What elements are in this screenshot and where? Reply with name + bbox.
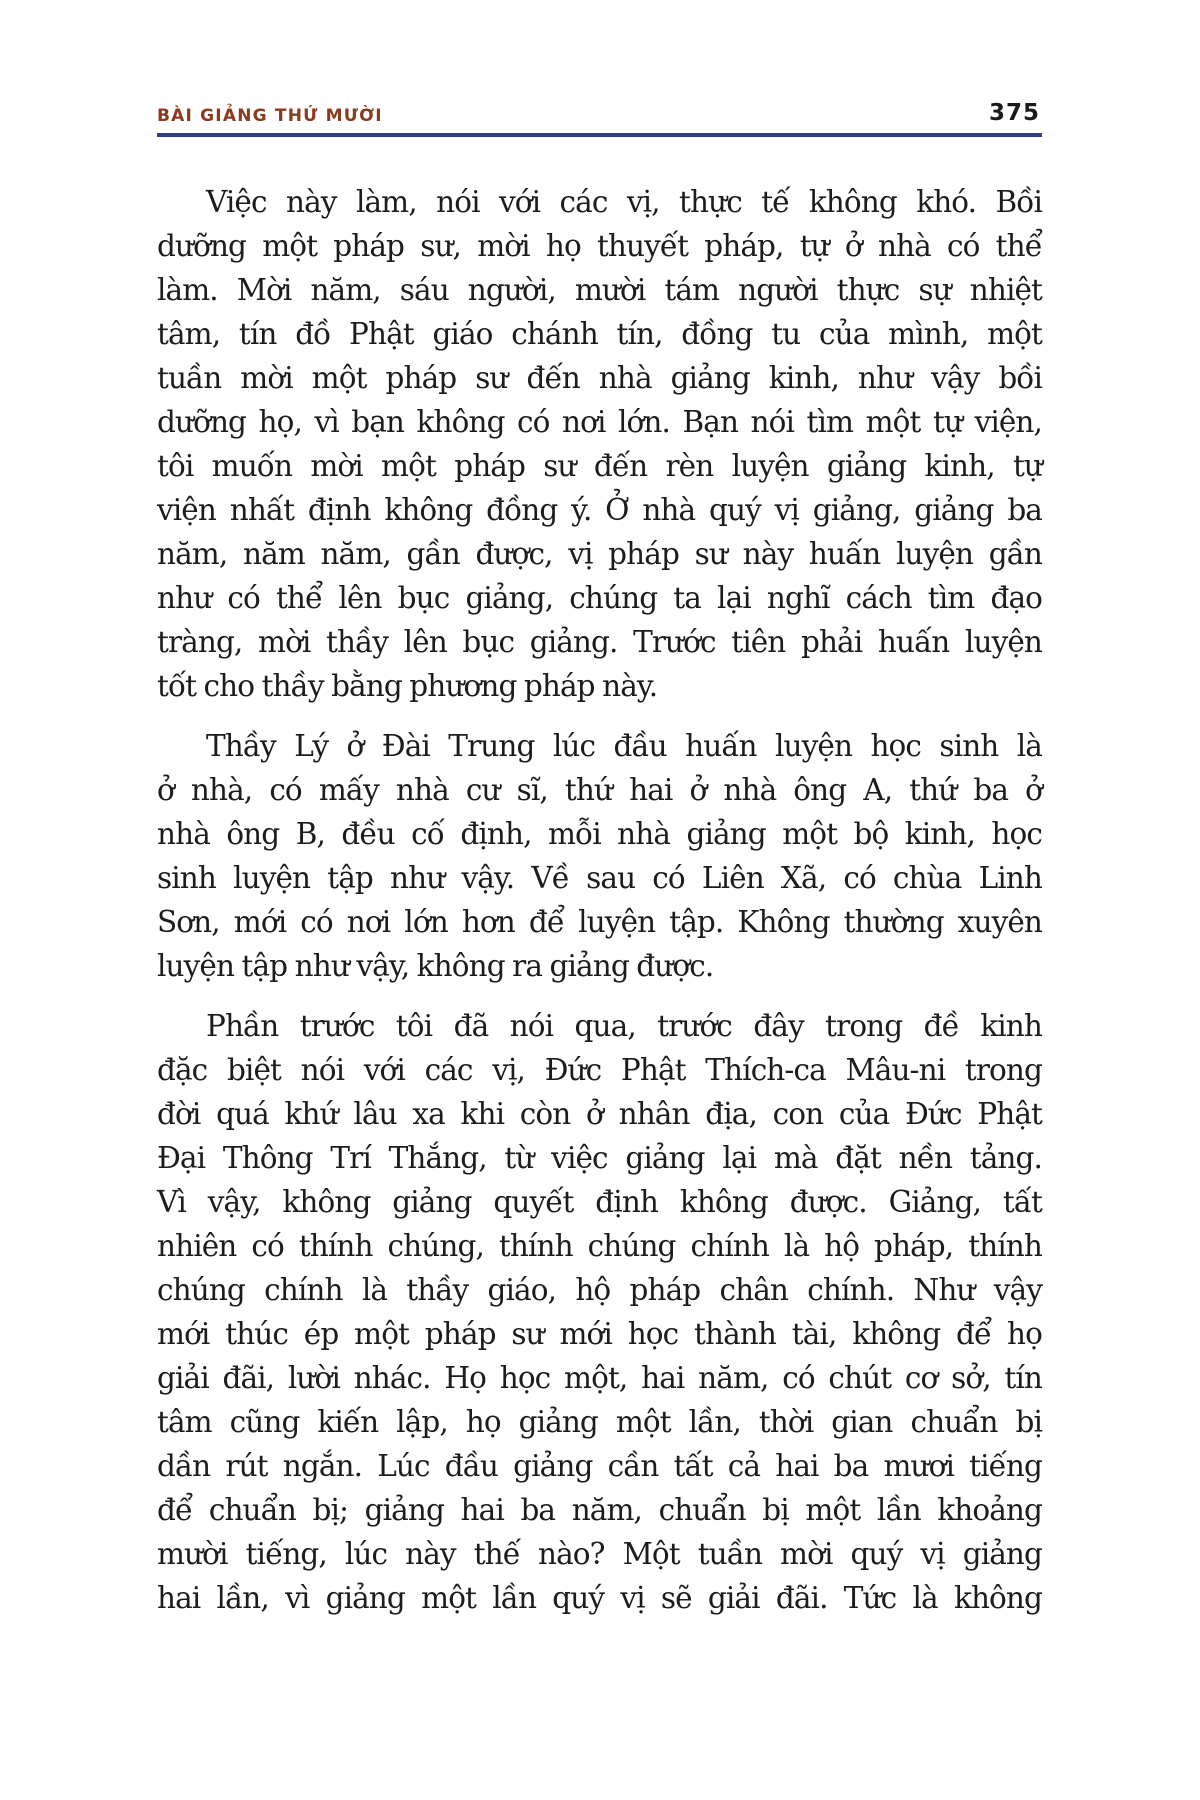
running-header: [157, 100, 1042, 140]
paragraph: [157, 724, 1042, 988]
text-line: tâm, tín đồ Phật giáo chánh tín, đồng tu của mình, một: [157, 317, 1042, 351]
text-line: hai lần, vì giảng một lần quý vị sẽ giải đãi. Tức là không: [157, 1581, 1042, 1615]
text-line: Việc này làm, nói với các vị, thực tế không khó. Bồi: [206, 185, 1042, 219]
text-line: dần rút ngắn. Lúc đầu giảng cần tất cả hai ba mươi tiếng: [157, 1449, 1042, 1483]
chapter-title: BÀI GIẢNG THỨ MƯỜI: [157, 106, 383, 126]
text-line: Thầy Lý ở Đài Trung lúc đầu huấn luyện học sinh là: [206, 729, 1042, 763]
text-line: Đại Thông Trí Thắng, từ việc giảng lại mà đặt nền tảng.: [157, 1141, 1042, 1175]
text-line: nhà ông B, đều cố định, mỗi nhà giảng một bộ kinh, học: [157, 817, 1042, 851]
text-line: tâm cũng kiến lập, họ giảng một lần, thời gian chuẩn bị: [157, 1405, 1042, 1439]
text-line: ở nhà, có mấy nhà cư sĩ, thứ hai ở nhà ông A, thứ ba ở: [157, 773, 1042, 807]
header-rule: [157, 133, 1042, 137]
text-line: Vì vậy, không giảng quyết định không được. Giảng, tất: [157, 1185, 1042, 1219]
text-line: đời quá khứ lâu xa khi còn ở nhân địa, con của Đức Phật: [157, 1097, 1042, 1131]
text-line: tràng, mời thầy lên bục giảng. Trước tiên phải huấn luyện: [157, 625, 1042, 659]
text-line: đặc biệt nói với các vị, Đức Phật Thích-ca Mâu-ni trong: [157, 1053, 1042, 1087]
text-line: mới thúc ép một pháp sư mới học thành tài, không để họ: [157, 1317, 1042, 1351]
text-line: chúng chính là thầy giáo, hộ pháp chân chính. Như vậy: [157, 1273, 1042, 1307]
text-line: giải đãi, lười nhác. Họ học một, hai năm, có chút cơ sở, tín: [157, 1361, 1042, 1395]
text-line: làm. Mời năm, sáu người, mười tám người thực sự nhiệt: [157, 273, 1042, 307]
text-line: dưỡng một pháp sư, mời họ thuyết pháp, tự ở nhà có thể: [157, 229, 1042, 263]
text-line: nhiên có thính chúng, thính chúng chính là hộ pháp, thính: [157, 1229, 1042, 1263]
paragraph: [157, 180, 1042, 708]
text-line: sinh luyện tập như vậy. Về sau có Liên Xã, có chùa Linh: [157, 861, 1042, 895]
text-line: tuần mời một pháp sư đến nhà giảng kinh, như vậy bồi: [157, 361, 1042, 395]
text-line: tôi muốn mời một pháp sư đến rèn luyện giảng kinh, tự: [157, 449, 1042, 483]
text-line: mười tiếng, lúc này thế nào? Một tuần mời quý vị giảng: [157, 1537, 1042, 1571]
text-line: viện nhất định không đồng ý. Ở nhà quý vị giảng, giảng ba: [157, 493, 1042, 527]
body-text: [157, 180, 1042, 1636]
text-line: tốt cho thầy bằng phương pháp này.: [157, 669, 658, 703]
text-line: Phần trước tôi đã nói qua, trước đây trong đề kinh: [206, 1009, 1042, 1043]
text-line: Sơn, mới có nơi lớn hơn để luyện tập. Không thường xuyên: [157, 905, 1042, 939]
paragraph: [157, 1004, 1042, 1620]
text-line: để chuẩn bị; giảng hai ba năm, chuẩn bị một lần khoảng: [157, 1493, 1042, 1527]
text-line: luyện tập như vậy, không ra giảng được.: [157, 949, 714, 983]
page-number: 375: [988, 100, 1040, 126]
text-line: như có thể lên bục giảng, chúng ta lại nghĩ cách tìm đạo: [157, 581, 1042, 615]
text-line: năm, năm năm, gần được, vị pháp sư này huấn luyện gần: [157, 537, 1042, 571]
text-line: dưỡng họ, vì bạn không có nơi lớn. Bạn nói tìm một tự viện,: [157, 405, 1042, 439]
